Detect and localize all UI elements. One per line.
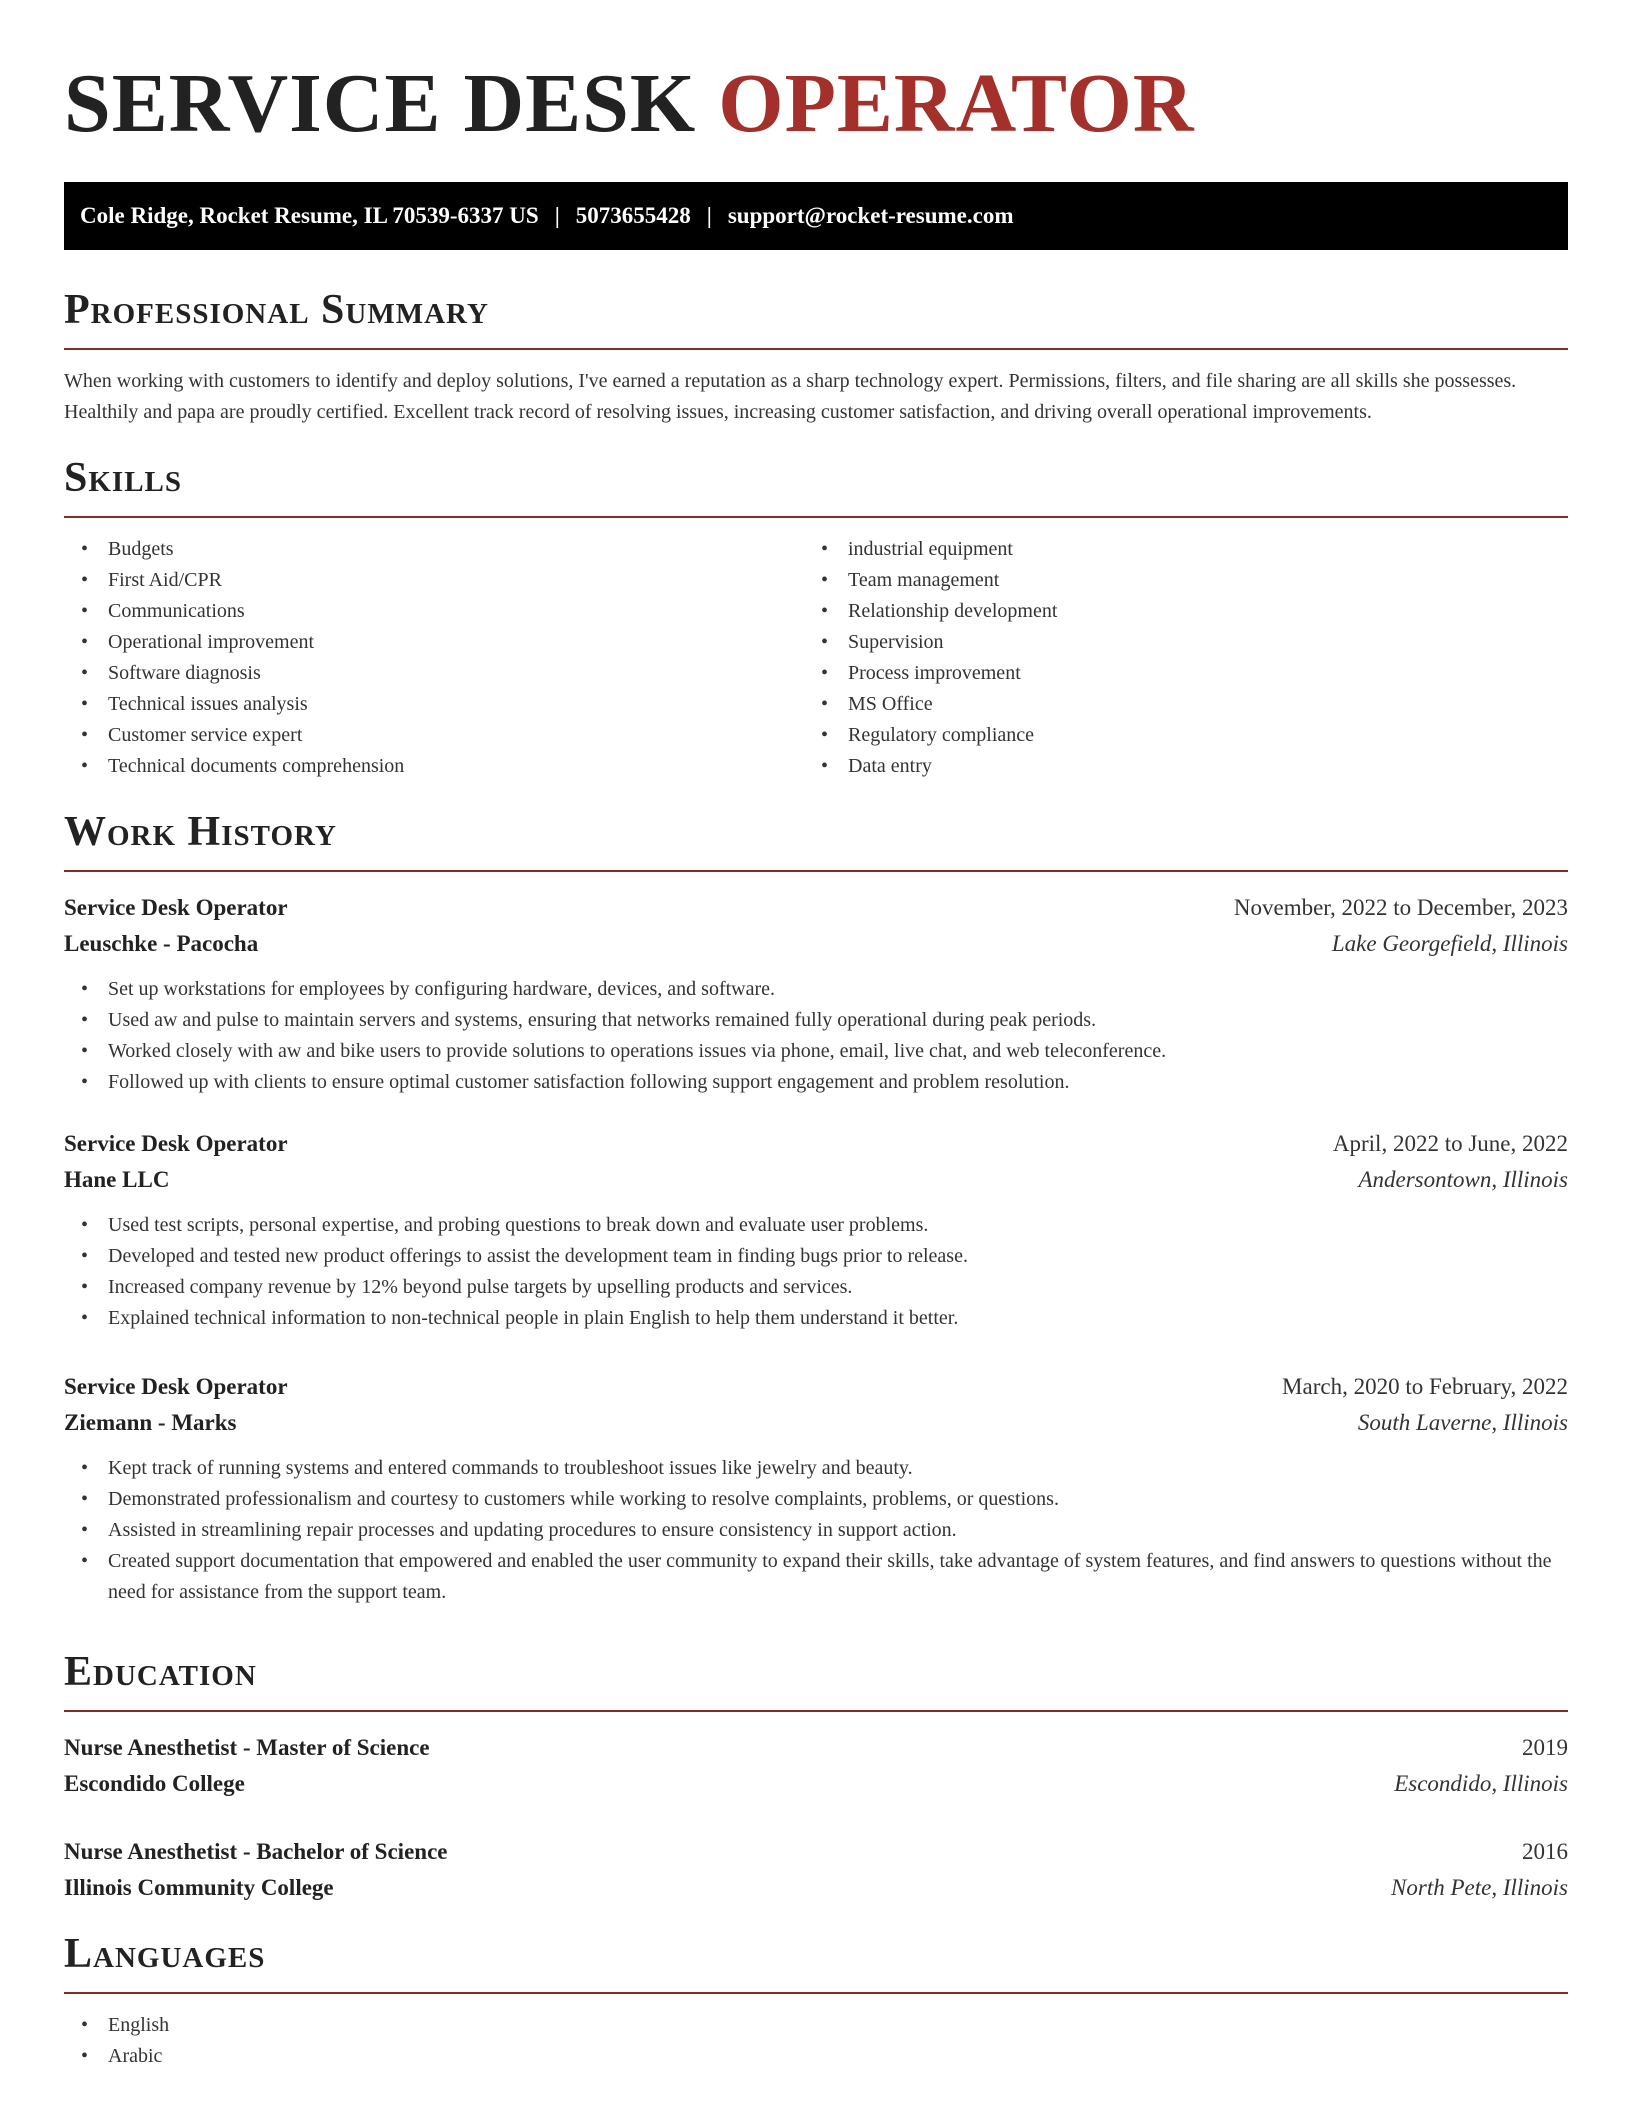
education-section xyxy=(64,1646,1568,1906)
languages-heading: Languages xyxy=(64,1931,266,1977)
skill-item: • Team management xyxy=(804,565,1544,596)
section-divider xyxy=(64,1710,1568,1712)
education-location: North Pete, Illinois xyxy=(1391,1875,1568,1900)
job-bullets xyxy=(64,974,1568,1098)
languages-list xyxy=(64,2010,1568,2072)
skill-item: • Customer service expert xyxy=(64,720,804,751)
job-location: Lake Georgefield, Illinois xyxy=(1331,931,1568,956)
job-entry xyxy=(64,1369,1568,1608)
skill-item: • First Aid/CPR xyxy=(64,565,804,596)
job-title: Service Desk Operator xyxy=(64,1374,288,1399)
job-entry xyxy=(64,1126,1568,1334)
skill-item: • Technical documents comprehension xyxy=(64,751,804,782)
job-company: Hane LLC xyxy=(64,1167,170,1192)
skill-item: • Regulatory compliance xyxy=(804,720,1544,751)
job-bullet: • Increased company revenue by 12% beyond pulse targets by upselling products and services. xyxy=(64,1272,1568,1303)
job-bullets xyxy=(64,1453,1568,1608)
skill-item: • Process improvement xyxy=(804,658,1544,689)
summary-text: When working with customers to identify and deploy solutions, I've earned a reputation as a sharp technology expert. Permissions, filters, and file sharing are all skills she possesses. Healthily and papa are proudly certified. Excellent track record of resolving issues, increasing customer satisfaction, and driving overall operational improvements. xyxy=(64,370,1517,423)
education-school: Escondido College xyxy=(64,1771,245,1796)
job-bullet: • Worked closely with aw and bike users to provide solutions to operations issues via phone, email, live chat, and web teleconference. xyxy=(64,1036,1568,1067)
skill-item: • industrial equipment xyxy=(804,534,1544,565)
contact-separator: | xyxy=(706,203,712,228)
job-entry xyxy=(64,890,1568,1098)
title-part-1: SERVICE DESK xyxy=(64,57,697,150)
skills-section xyxy=(64,452,1568,782)
section-divider xyxy=(64,348,1568,350)
skill-item: • Budgets xyxy=(64,534,804,565)
job-bullet: • Used test scripts, personal expertise, and probing questions to break down and evaluate user problems. xyxy=(64,1210,1568,1241)
skills-column-left xyxy=(64,534,804,782)
skill-item: • Software diagnosis xyxy=(64,658,804,689)
skill-item: • Data entry xyxy=(804,751,1544,782)
job-company: Leuschke - Pacocha xyxy=(64,931,259,956)
language-item: • English xyxy=(64,2010,1568,2041)
contact-phone: 5073655428 xyxy=(575,203,691,228)
job-bullet: • Set up workstations for employees by configuring hardware, devices, and software. xyxy=(64,974,1568,1005)
job-bullet: • Demonstrated professionalism and courtesy to customers while working to resolve complaints, problems, or questions. xyxy=(64,1484,1568,1515)
skill-item: • MS Office xyxy=(804,689,1544,720)
job-dates: March, 2020 to February, 2022 xyxy=(1282,1374,1568,1399)
education-degree: Nurse Anesthetist - Master of Science xyxy=(64,1735,430,1760)
section-divider xyxy=(64,870,1568,872)
education-entry xyxy=(64,1730,1568,1802)
education-heading: Education xyxy=(64,1649,257,1695)
title-part-2: OPERATOR xyxy=(718,57,1195,150)
summary-section xyxy=(64,284,1568,428)
work-history-heading: Work History xyxy=(64,809,337,855)
job-bullet: • Explained technical information to non-technical people in plain English to help them understand it better. xyxy=(64,1303,1568,1334)
job-title: Service Desk Operator xyxy=(64,895,288,920)
skills-column-right xyxy=(804,534,1544,782)
skill-item: • Relationship development xyxy=(804,596,1544,627)
summary-heading: Professional Summary xyxy=(64,287,489,333)
skill-item: • Operational improvement xyxy=(64,627,804,658)
job-bullets xyxy=(64,1210,1568,1334)
section-divider xyxy=(64,1992,1568,1994)
skill-item: • Communications xyxy=(64,596,804,627)
education-year: 2016 xyxy=(1522,1839,1568,1864)
education-location: Escondido, Illinois xyxy=(1394,1771,1568,1796)
languages-section xyxy=(64,1928,1568,2072)
job-bullet: • Used aw and pulse to maintain servers and systems, ensuring that networks remained fully operational during peak periods. xyxy=(64,1005,1568,1036)
contact-separator: | xyxy=(554,203,560,228)
resume-title xyxy=(64,0,1568,154)
job-bullet: • Kept track of running systems and entered commands to troubleshoot issues like jewelry and beauty. xyxy=(64,1453,1568,1484)
education-school: Illinois Community College xyxy=(64,1875,334,1900)
job-location: South Laverne, Illinois xyxy=(1357,1410,1568,1435)
job-bullet: • Followed up with clients to ensure optimal customer satisfaction following support engagement and problem resolution. xyxy=(64,1067,1568,1098)
job-bullet: • Assisted in streamlining repair processes and updating procedures to ensure consistency in support action. xyxy=(64,1515,1568,1546)
language-item: • Arabic xyxy=(64,2041,1568,2072)
skill-item: • Technical issues analysis xyxy=(64,689,804,720)
skills-grid xyxy=(64,534,1568,782)
section-divider xyxy=(64,516,1568,518)
education-year: 2019 xyxy=(1522,1735,1568,1760)
contact-email: support@rocket-resume.com xyxy=(727,203,1014,228)
job-bullet: • Developed and tested new product offerings to assist the development team in finding bugs prior to release. xyxy=(64,1241,1568,1272)
job-bullet: • Created support documentation that empowered and enabled the user community to expand their skills, take advantage of system features, and find answers to questions without the need for assistance from the support team. xyxy=(64,1546,1568,1608)
work-history-section xyxy=(64,806,1568,1098)
job-location: Andersontown, Illinois xyxy=(1358,1167,1568,1192)
job-dates: April, 2022 to June, 2022 xyxy=(1332,1131,1568,1156)
contact-bar xyxy=(64,182,1568,250)
job-dates: November, 2022 to December, 2023 xyxy=(1233,895,1568,920)
education-degree: Nurse Anesthetist - Bachelor of Science xyxy=(64,1839,448,1864)
job-title: Service Desk Operator xyxy=(64,1131,288,1156)
education-entry xyxy=(64,1834,1568,1906)
skills-heading: Skills xyxy=(64,455,183,501)
contact-address: Cole Ridge, Rocket Resume, IL 70539-6337 US xyxy=(80,203,539,228)
job-company: Ziemann - Marks xyxy=(64,1410,237,1435)
skill-item: • Supervision xyxy=(804,627,1544,658)
